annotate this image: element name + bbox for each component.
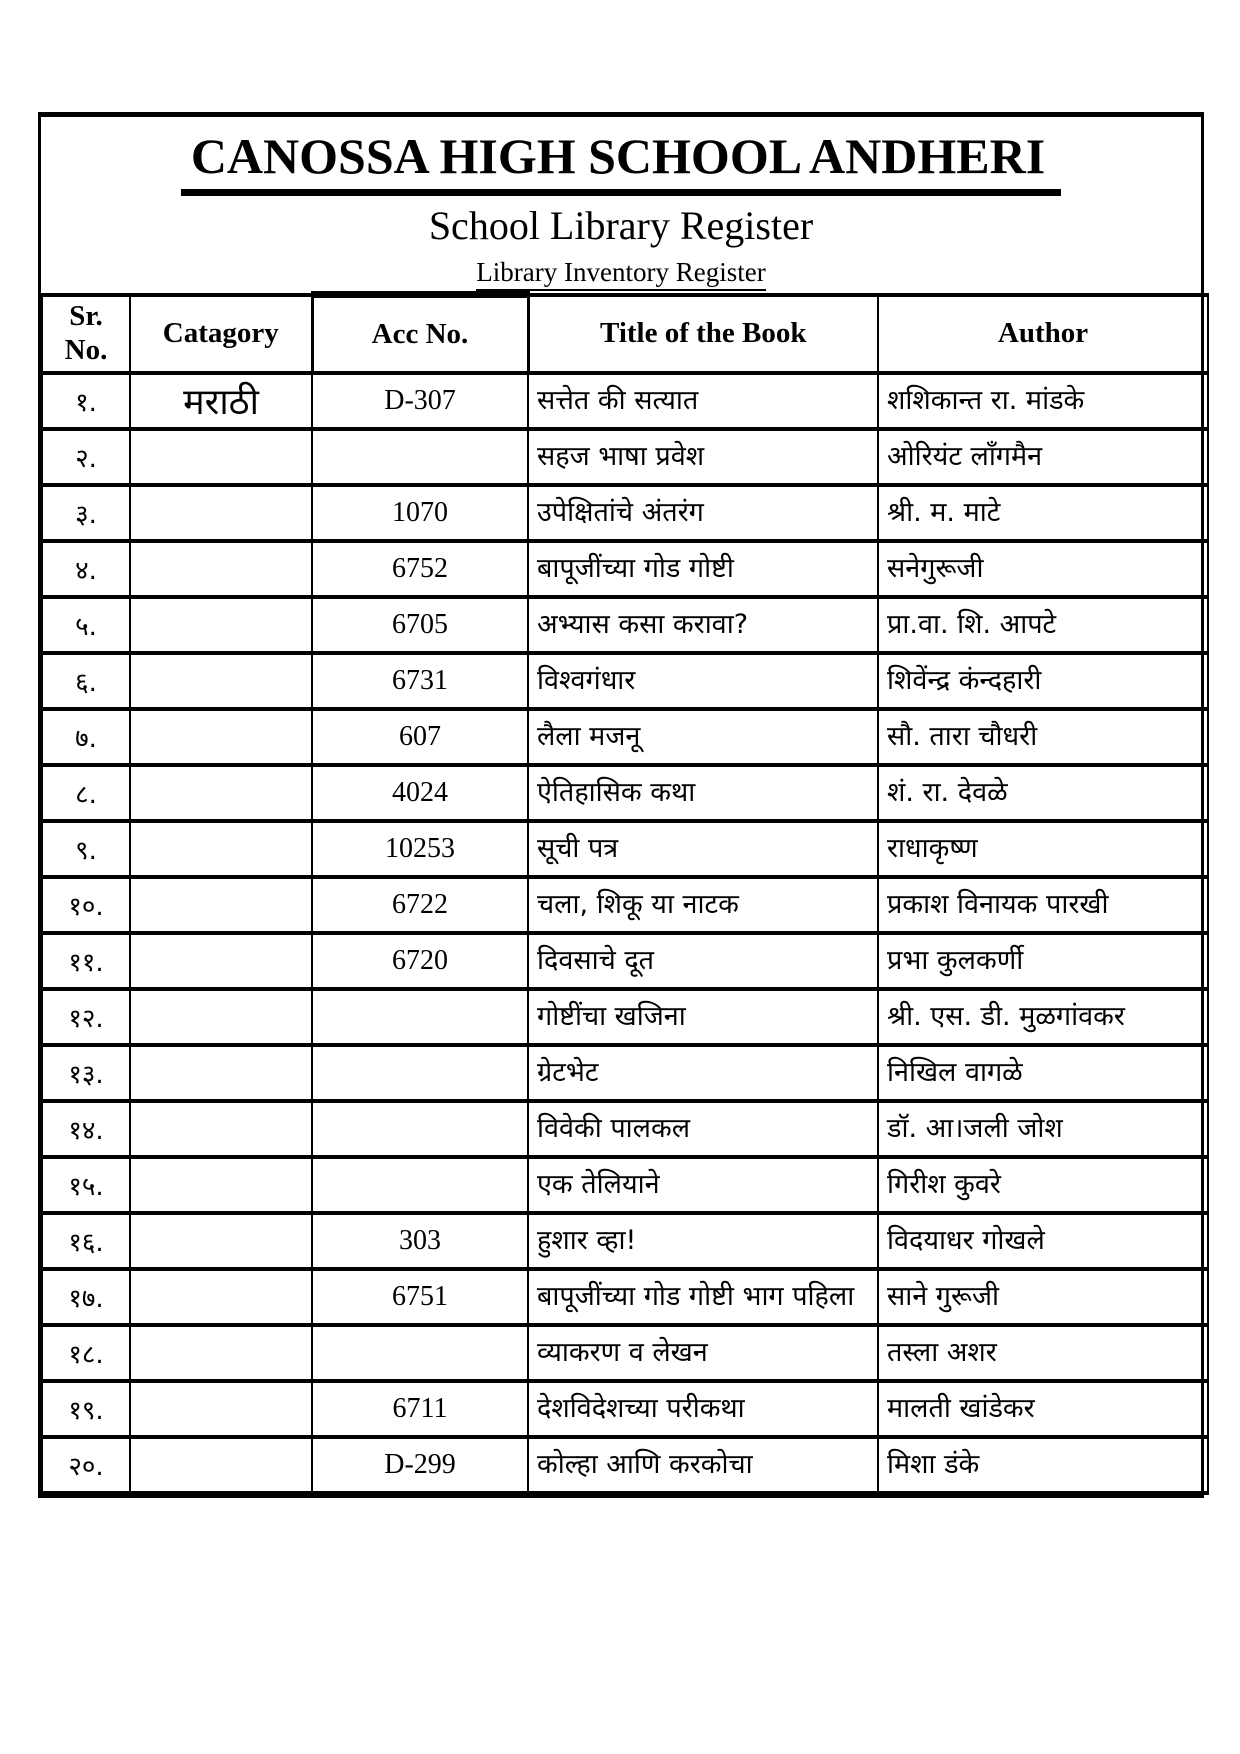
- sr-no-cell: १९.: [42, 1381, 130, 1437]
- category-cell: [130, 821, 312, 877]
- author-cell: श्री. एस. डी. मुळगांवकर: [878, 989, 1208, 1045]
- table-row: [42, 877, 1208, 933]
- acc-no-cell: [312, 1157, 528, 1213]
- sr-no-cell: ११.: [42, 933, 130, 989]
- category-cell: [130, 933, 312, 989]
- acc-no-cell: 303: [312, 1213, 528, 1269]
- table-row: [42, 1157, 1208, 1213]
- category-cell: [130, 1381, 312, 1437]
- sr-no-cell: ५.: [42, 597, 130, 653]
- school-name-text: CANOSSA HIGH SCHOOL ANDHERI: [181, 130, 1061, 196]
- acc-no-cell: 607: [312, 709, 528, 765]
- acc-no-cell: 6752: [312, 541, 528, 597]
- acc-no-cell: 6711: [312, 1381, 528, 1437]
- acc-no-cell: 6722: [312, 877, 528, 933]
- sr-no-cell: ६.: [42, 653, 130, 709]
- sr-no-cell: ७.: [42, 709, 130, 765]
- author-cell: राधाकृष्ण: [878, 821, 1208, 877]
- column-header-catagory: Catagory: [130, 295, 312, 373]
- column-header-sr-no: Sr. No.: [42, 295, 130, 373]
- author-cell: सौ. तारा चौधरी: [878, 709, 1208, 765]
- title-cell: देशविदेशच्या परीकथा: [528, 1381, 878, 1437]
- author-cell: प्रा.वा. शि. आपटे: [878, 597, 1208, 653]
- sr-no-cell: ९.: [42, 821, 130, 877]
- table-row: [42, 429, 1208, 485]
- title-cell: कोल्हा आणि करकोचा: [528, 1437, 878, 1493]
- title-cell: विश्वगंधार: [528, 653, 878, 709]
- acc-no-cell: 4024: [312, 765, 528, 821]
- category-cell: [130, 1101, 312, 1157]
- table-row: [42, 1045, 1208, 1101]
- category-cell: मराठी: [130, 373, 312, 429]
- title-cell: व्याकरण व लेखन: [528, 1325, 878, 1381]
- category-cell: [130, 429, 312, 485]
- title-cell: दिवसाचे दूत: [528, 933, 878, 989]
- title-cell: सूची पत्र: [528, 821, 878, 877]
- column-header-acc-no: Acc No.: [312, 295, 528, 373]
- author-cell: मिशा डंके: [878, 1437, 1208, 1493]
- column-header-author: Author: [878, 295, 1208, 373]
- acc-no-cell: 1070: [312, 485, 528, 541]
- table-row: [42, 1325, 1208, 1381]
- table-row: [42, 597, 1208, 653]
- category-cell: [130, 541, 312, 597]
- table-row: [42, 933, 1208, 989]
- author-cell: तस्ला अशर: [878, 1325, 1208, 1381]
- table-row: [42, 821, 1208, 877]
- table-body: [42, 373, 1208, 1493]
- acc-no-cell: [312, 429, 528, 485]
- author-cell: ओरियंट लाँगमैन: [878, 429, 1208, 485]
- acc-no-cell: D-299: [312, 1437, 528, 1493]
- sr-no-cell: १३.: [42, 1045, 130, 1101]
- library-register-table: [41, 291, 1209, 1495]
- title-cell: बापूजींच्या गोड गोष्टी भाग पहिला: [528, 1269, 878, 1325]
- author-cell: प्रकाश विनायक पारखी: [878, 877, 1208, 933]
- table-header-row: [42, 295, 1208, 373]
- sr-no-cell: २.: [42, 429, 130, 485]
- category-cell: [130, 877, 312, 933]
- sr-no-cell: १.: [42, 373, 130, 429]
- sr-no-cell: २०.: [42, 1437, 130, 1493]
- document-title: School Library Register: [428, 202, 814, 248]
- table-row: [42, 373, 1208, 429]
- table-header: [42, 295, 1208, 373]
- sr-no-cell: ३.: [42, 485, 130, 541]
- author-cell: डॉ. आ।जली जोश: [878, 1101, 1208, 1157]
- acc-no-cell: 6705: [312, 597, 528, 653]
- category-cell: [130, 653, 312, 709]
- title-cell: अभ्यास कसा करावा?: [528, 597, 878, 653]
- table-row: [42, 1381, 1208, 1437]
- author-cell: गिरीश कुवरे: [878, 1157, 1208, 1213]
- title-cell: चला, शिकू या नाटक: [528, 877, 878, 933]
- title-cell: सत्तेत की सत्यात: [528, 373, 878, 429]
- category-cell: [130, 1045, 312, 1101]
- sr-no-cell: १४.: [42, 1101, 130, 1157]
- acc-no-cell: 6720: [312, 933, 528, 989]
- category-cell: [130, 989, 312, 1045]
- title-block: [41, 117, 1201, 291]
- title-cell: हुशार व्हा!: [528, 1213, 878, 1269]
- table-row: [42, 765, 1208, 821]
- acc-no-cell: [312, 1045, 528, 1101]
- table-row: [42, 653, 1208, 709]
- sr-no-cell: ८.: [42, 765, 130, 821]
- acc-no-cell: 6731: [312, 653, 528, 709]
- author-cell: शशिकान्त रा. मांडके: [878, 373, 1208, 429]
- sr-no-cell: १५.: [42, 1157, 130, 1213]
- category-cell: [130, 485, 312, 541]
- table-row: [42, 709, 1208, 765]
- author-cell: श्री. म. माटे: [878, 485, 1208, 541]
- acc-no-cell: [312, 1101, 528, 1157]
- sr-no-cell: १७.: [42, 1269, 130, 1325]
- sr-no-cell: १६.: [42, 1213, 130, 1269]
- category-cell: [130, 765, 312, 821]
- sr-no-cell: १८.: [42, 1325, 130, 1381]
- title-cell: एक तेलियाने: [528, 1157, 878, 1213]
- title-cell: ऐतिहासिक कथा: [528, 765, 878, 821]
- acc-no-cell: [312, 1325, 528, 1381]
- table-row: [42, 1269, 1208, 1325]
- document-subtitle-text: Library Inventory Register: [476, 257, 765, 291]
- title-cell: ग्रेटभेट: [528, 1045, 878, 1101]
- acc-no-cell: 10253: [312, 821, 528, 877]
- title-cell: लैला मजनू: [528, 709, 878, 765]
- sr-no-cell: ४.: [42, 541, 130, 597]
- table-row: [42, 1437, 1208, 1493]
- author-cell: साने गुरूजी: [878, 1269, 1208, 1325]
- category-cell: [130, 1213, 312, 1269]
- category-cell: [130, 1325, 312, 1381]
- author-cell: शिवेंन्द्र कंन्दहारी: [878, 653, 1208, 709]
- author-cell: निखिल वागळे: [878, 1045, 1208, 1101]
- author-cell: सनेगुरूजी: [878, 541, 1208, 597]
- title-cell: सहज भाषा प्रवेश: [528, 429, 878, 485]
- acc-no-cell: 6751: [312, 1269, 528, 1325]
- title-cell: गोष्टींचा खजिना: [528, 989, 878, 1045]
- table-row: [42, 485, 1208, 541]
- title-cell: विवेकी पालकल: [528, 1101, 878, 1157]
- category-cell: [130, 1437, 312, 1493]
- category-cell: [130, 1269, 312, 1325]
- sr-no-cell: १०.: [42, 877, 130, 933]
- category-cell: [130, 709, 312, 765]
- author-cell: मालती खांडेकर: [878, 1381, 1208, 1437]
- table-row: [42, 989, 1208, 1045]
- title-cell: उपेक्षितांचे अंतरंग: [528, 485, 878, 541]
- acc-no-cell: D-307: [312, 373, 528, 429]
- register-sheet: [38, 112, 1204, 1498]
- category-cell: [130, 1157, 312, 1213]
- author-cell: शं. रा. देवळे: [878, 765, 1208, 821]
- table-row: [42, 1213, 1208, 1269]
- title-cell: बापूजींच्या गोड गोष्टी: [528, 541, 878, 597]
- school-name: [41, 127, 1201, 196]
- author-cell: प्रभा कुलकर्णी: [878, 933, 1208, 989]
- table-row: [42, 1101, 1208, 1157]
- category-cell: [130, 597, 312, 653]
- document-subtitle: [41, 257, 1201, 291]
- table-row: [42, 541, 1208, 597]
- acc-no-cell: [312, 989, 528, 1045]
- sr-no-cell: १२.: [42, 989, 130, 1045]
- author-cell: विदयाधर गोखले: [878, 1213, 1208, 1269]
- column-header-title: Title of the Book: [528, 295, 878, 373]
